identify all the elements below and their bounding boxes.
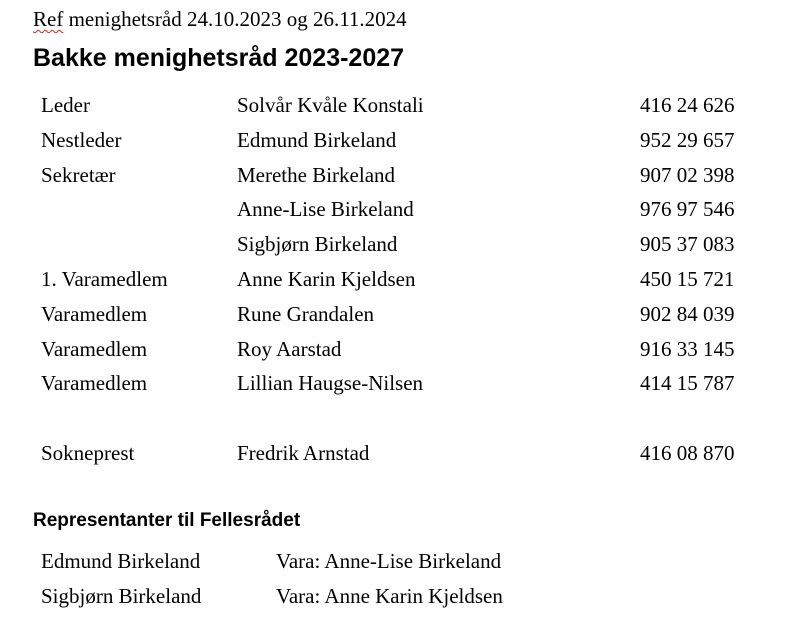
member-row: [0, 269, 811, 295]
member-phone: 902 84 039: [640, 302, 735, 326]
member-row: [0, 373, 811, 399]
member-phone: 907 02 398: [640, 163, 735, 187]
priest-phone: 416 08 870: [640, 441, 735, 465]
member-row: [0, 339, 811, 365]
priest-name: Fredrik Arnstad: [237, 441, 370, 465]
member-role: Varamedlem: [41, 371, 148, 395]
member-role: Varamedlem: [41, 302, 148, 326]
member-role: Varamedlem: [41, 337, 148, 361]
member-role: Nestleder: [41, 128, 122, 152]
ref-text: menighetsråd 24.10.2023 og 26.11.2024: [63, 7, 407, 31]
member-name: Lillian Haugse-Nilsen: [237, 371, 424, 395]
representative-name: Sigbjørn Birkeland: [41, 584, 202, 608]
member-name: Solvår Kvåle Konstali: [237, 93, 424, 117]
member-name: Merethe Birkeland: [237, 163, 396, 187]
representative-row: [0, 551, 811, 577]
member-row: [0, 234, 811, 260]
reference-line: [33, 9, 407, 30]
page-title: Bakke menighetsråd 2023-2027: [33, 44, 405, 72]
member-phone: 416 24 626: [640, 93, 735, 117]
representatives-heading: Representanter til Fellesrådet: [33, 510, 301, 531]
member-role: Leder: [41, 93, 90, 117]
member-phone: 952 29 657: [640, 128, 735, 152]
member-phone: 414 15 787: [640, 371, 735, 395]
member-phone: 905 37 083: [640, 232, 735, 256]
representative-row: [0, 586, 811, 612]
member-name: Rune Grandalen: [237, 302, 375, 326]
member-name: Anne Karin Kjeldsen: [237, 267, 416, 291]
member-name: Anne-Lise Birkeland: [237, 197, 414, 221]
ref-word: Ref: [33, 7, 64, 31]
member-name: Roy Aarstad: [237, 337, 342, 361]
member-phone: 450 15 721: [640, 267, 735, 291]
priest-row: [0, 443, 811, 469]
member-row: [0, 304, 811, 330]
member-row: [0, 130, 811, 156]
member-role: 1. Varamedlem: [41, 267, 168, 291]
member-name: Sigbjørn Birkeland: [237, 232, 398, 256]
representative-name: Edmund Birkeland: [41, 549, 201, 573]
member-row: [0, 199, 811, 225]
representative-vara: Vara: Anne Karin Kjeldsen: [276, 584, 503, 608]
member-phone: 976 97 546: [640, 197, 735, 221]
member-phone: 916 33 145: [640, 337, 735, 361]
member-row: [0, 165, 811, 191]
member-role: Sekretær: [41, 163, 116, 187]
member-name: Edmund Birkeland: [237, 128, 397, 152]
member-row: [0, 95, 811, 121]
priest-role: Sokneprest: [41, 441, 135, 465]
representative-vara: Vara: Anne-Lise Birkeland: [276, 549, 502, 573]
